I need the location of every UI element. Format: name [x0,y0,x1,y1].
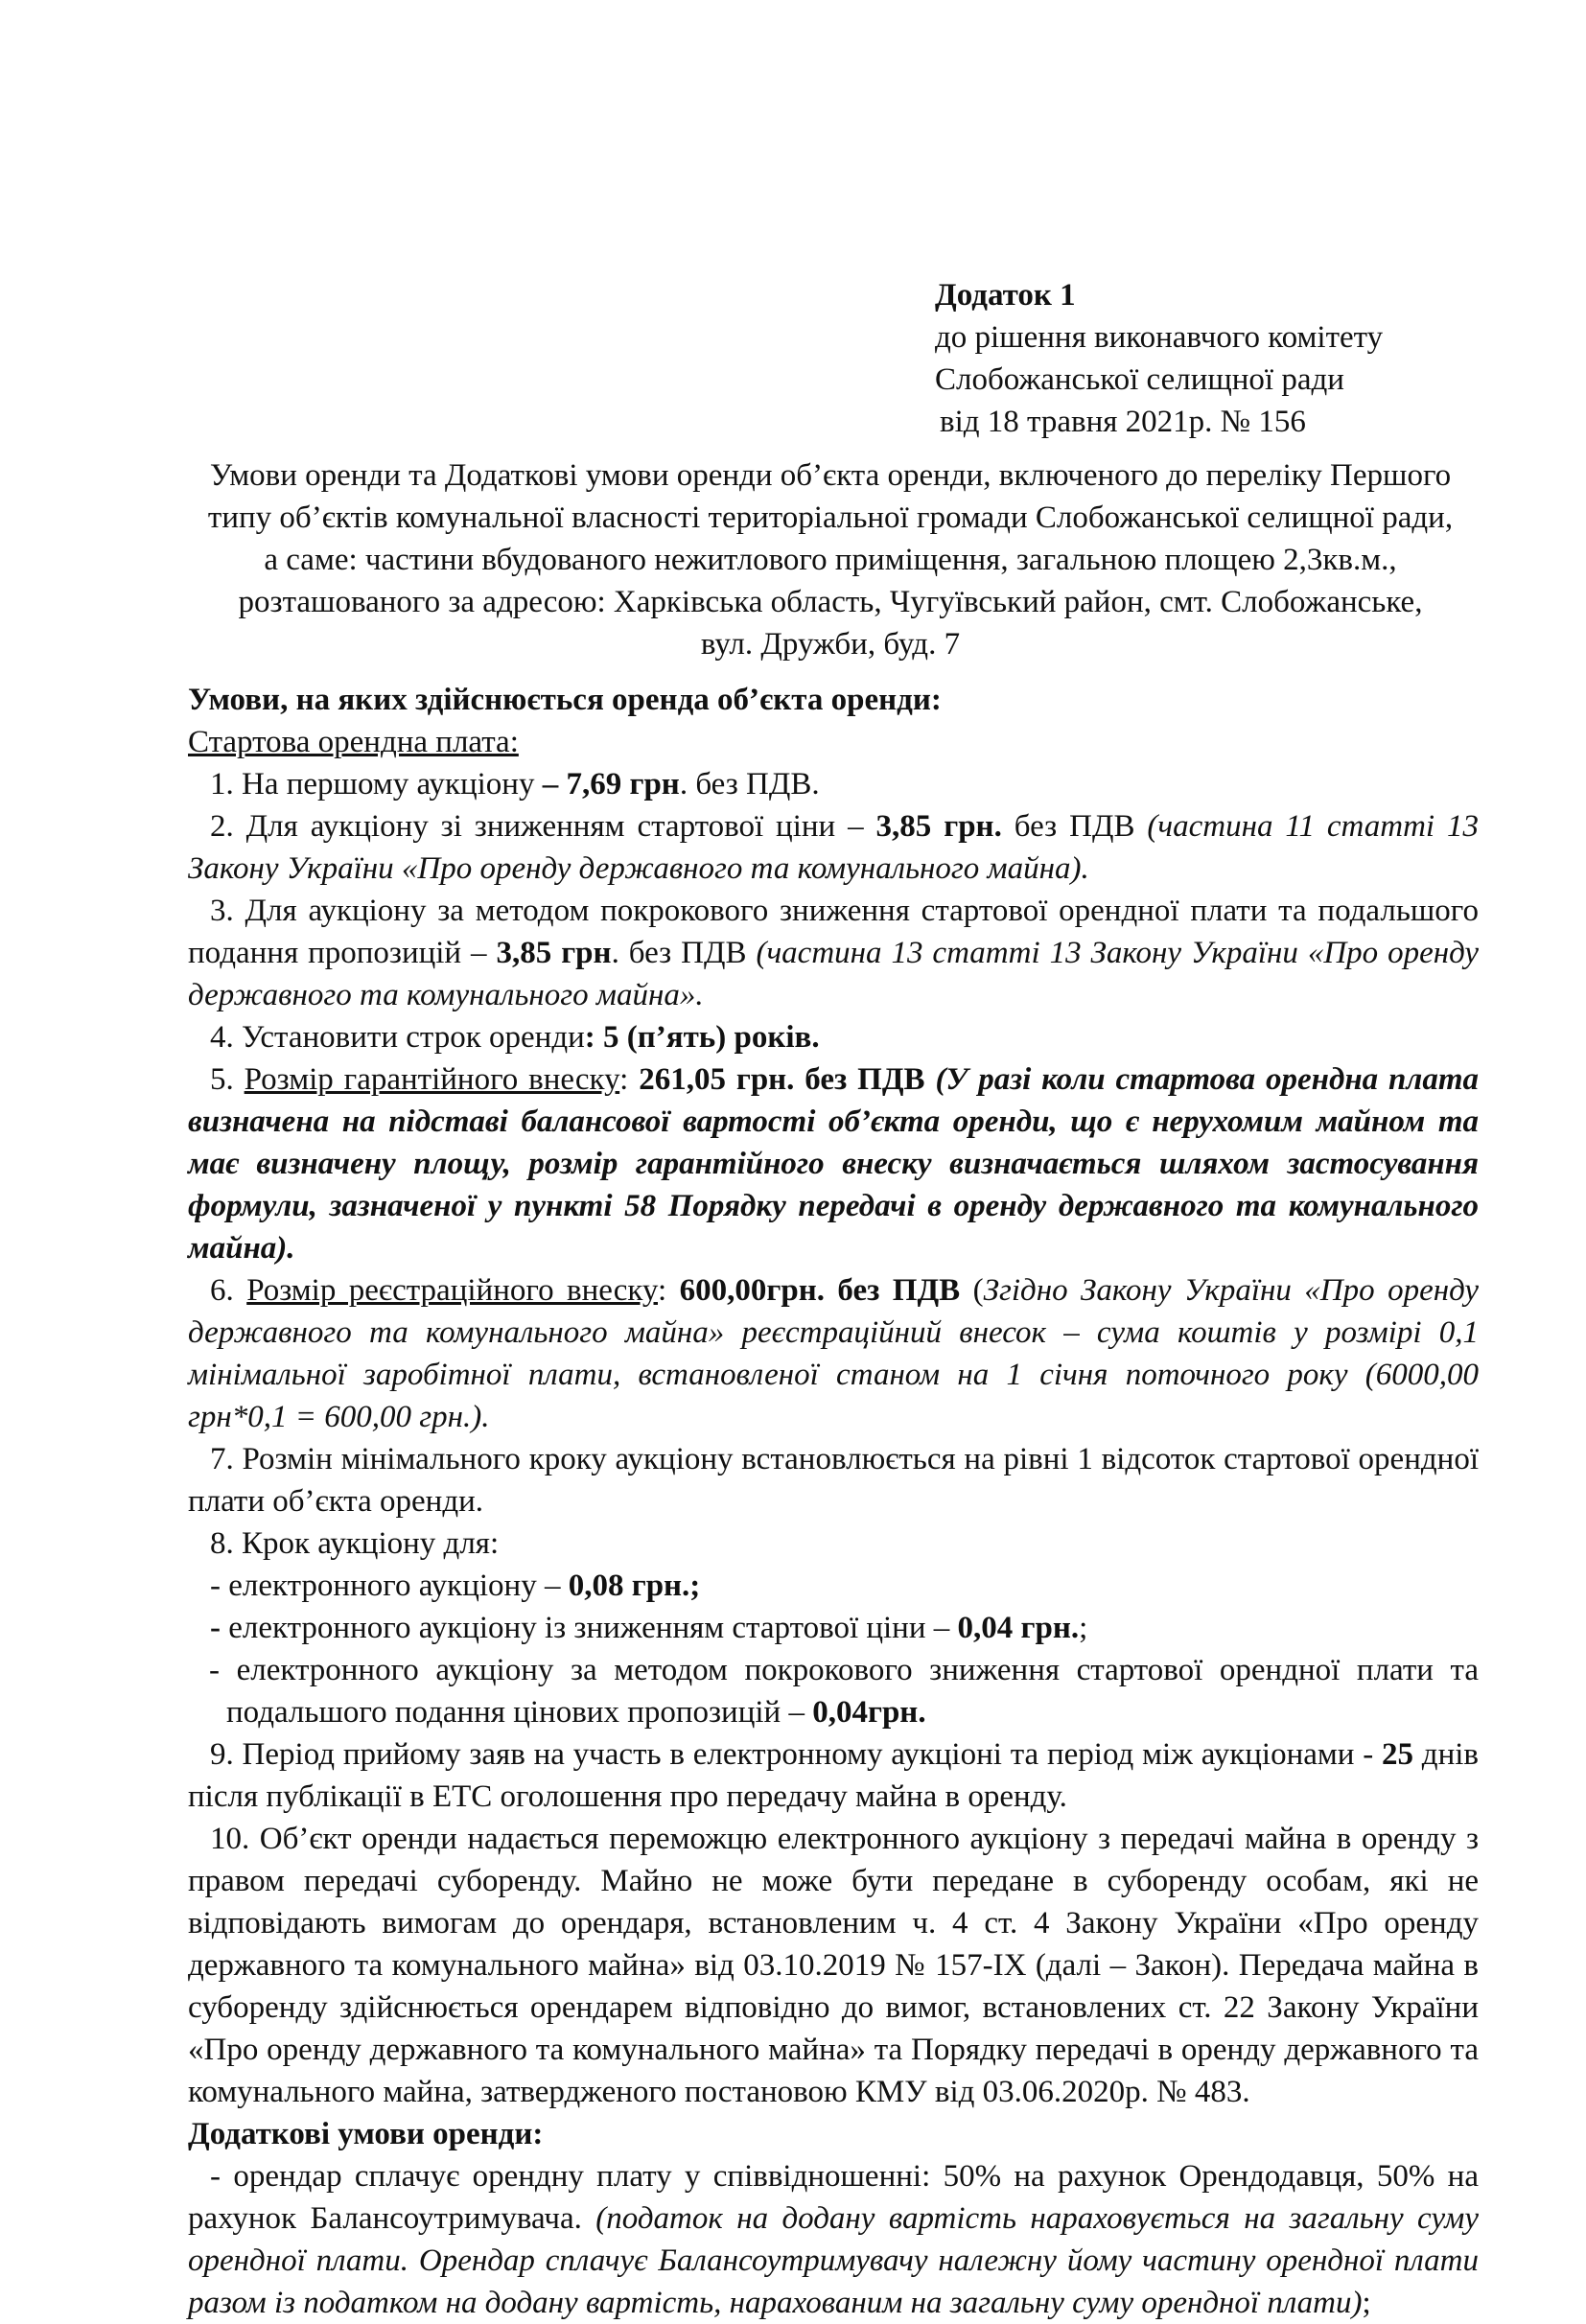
numbered-item [188,1058,1479,1269]
text-segment: . без ПДВ. [679,767,820,802]
section-heading-additional: Додаткові умови оренди: [188,2117,544,2151]
text-segment: 2. Для аукціону зі зниженням стартової ціни – [210,809,876,844]
text-segment: 4. Установити строк оренди [210,1020,585,1055]
text-segment: днів після публікації в ЕТС оголошення про передачу майна в оренду. [188,1737,1479,1814]
appendix-number: Додаток 1 [935,278,1076,313]
title-line: а саме: частини вбудованого нежитлового приміщення, загальною площею 2,3кв.м., [264,543,1397,577]
numbered-item [188,763,1479,805]
numbered-item [188,1818,1479,2113]
title-line: вул. Дружби, буд. 7 [700,627,961,662]
text-segment [925,1062,936,1097]
text-segment: 600,00грн. без ПДВ [679,1273,961,1308]
text-segment: 7. Розмін мінімального кроку аукціону встановлюється на рівні 1 відсоток стартової орендної плати об’єкта оренди. [188,1442,1479,1519]
document-title [182,454,1479,665]
auction-step-item [188,1607,1479,1649]
text-segment: 261,05 грн. без ПДВ [639,1062,925,1097]
auction-step-list [188,1565,1479,1733]
numbered-item [188,805,1479,890]
text-segment: ; [1362,2286,1371,2320]
text-segment: 8. Крок аукціону для: [210,1526,500,1561]
text-segment: ( [960,1273,984,1308]
text-segment: : 5 (п’ять) років. [584,1020,820,1055]
text-segment: електронного аукціону із зниженням стартової ціни – [221,1611,958,1645]
additional-condition-item [188,2155,1479,2324]
text-segment: 10. Об’єкт оренди надається переможцю електронного аукціону з передачі майна в оренду з правом передачі суборенду. Майно не може бути передане в суборенду особам, які не відповідають вимогам до орендаря, встановленим ч. 4 ст. 4 Закону України «Про оренду державного та комунального майна» від 03.10.2019 № 157-IX (далі – Закон). Передача майна в суборенду здійснюється орендарем відповідно до вимог, встановлених ст. 22 Закону України «Про оренду державного та комунального майна» та Порядку передачі в оренду державного та комунального майна, затвердженого постановою КМУ від 03.06.2020р. № 483. [188,1822,1479,2109]
numbered-item [188,1016,1479,1058]
title-line: Умови оренди та Додаткові умови оренди об’єкта оренди, включеного до переліку Першого [209,458,1452,493]
title-line: типу об’єктів комунальної власності територіальної громади Слобожанської селищної ради, [207,500,1454,535]
text-segment: 3. Для аукціону за методом покрокового зниження стартової орендної плати та подальшого подання пропозицій – [188,894,1479,970]
text-segment: Розмір гарантійного внеску [244,1062,620,1097]
document-body [188,679,1479,2324]
numbered-item [188,1269,1479,1438]
title-line: розташованого за адресою: Харківська область, Чугуївський район, смт. Слобожанське, [238,585,1423,619]
text-segment: - електронного аукціону – [210,1569,569,1603]
text-segment: 5. [210,1062,245,1097]
text-segment: без ПДВ [1001,809,1148,844]
text-segment: Згідно Закону України «Про оренду державного та комунального майна» реєстраційний внесок – сума коштів у розмірі 0,1 мінімальної заробітної плати, встановленої станом на 1 січня поточного року (6000,00 грн*0,1 = 600,00 грн.). [188,1273,1479,1434]
numbered-item [188,1438,1479,1522]
text-segment: 6. [210,1273,247,1308]
appendix-block [935,274,1434,443]
subheading-starting-rent: Стартова орендна плата: [188,725,519,759]
auction-step-item [188,1649,1479,1733]
text-segment: 0,04грн. [812,1695,926,1730]
text-segment: 3,85 грн. [875,809,1002,844]
numbered-item [188,1522,1479,1565]
text-segment: 25 [1382,1737,1413,1772]
text-segment: Розмір реєстраційного внеску [246,1273,658,1308]
text-segment: - [210,1611,221,1645]
numbered-items-continued [188,1733,1479,2113]
text-segment: 3,85 грн [496,936,612,970]
text-segment: ; [1079,1611,1088,1645]
auction-step-item [188,1565,1479,1607]
text-segment: 1. На першому аукціону [210,767,543,802]
text-segment: – 7,69 грн [542,767,680,802]
text-segment: 0,08 грн.; [568,1569,701,1603]
appendix-decision-line: до рішення виконавчого комітету [935,320,1384,355]
text-segment: . без ПДВ [611,936,757,970]
text-segment: : [658,1273,680,1308]
text-segment: : [619,1062,640,1097]
appendix-date-line: від 18 травня 2021р. № 156 [940,405,1306,439]
section-heading-conditions: Умови, на яких здійснюється оренда об’єкта оренди: [188,683,942,717]
text-segment: (частина 13 статті 13 Закону України «Про оренду державного та комунального майна». [188,936,1480,1012]
numbered-items [188,763,1479,1565]
text-segment: - електронного аукціону за методом покрокового зниження стартової орендної плати та подальшого подання цінових пропозицій – [209,1653,1479,1730]
text-segment: - орендар сплачує орендну плату у співвідношенні: 50% на рахунок Орендодавця, 50% на рахунок Балансоутримувача. [188,2159,1479,2236]
numbered-item [188,890,1479,1016]
appendix-council-line: Слобожанської селищної ради [935,362,1344,397]
text-segment: (У разі коли стартова орендна плата визначена на підставі балансової вартості об’єкта оренди, що є нерухомим майном та має визначену площу, розмір гарантійного внеску визначається шляхом застосування формули, зазначеної у пункті 58 Порядку передачі в оренду державного та комунального майна). [188,1062,1480,1266]
numbered-item [188,1733,1479,1818]
text-segment: (частина 11 статті 13 Закону України «Про оренду державного та комунального майна). [188,809,1479,886]
text-segment: 9. Період прийому заяв на участь в електронному аукціоні та період між аукціонами - [210,1737,1382,1772]
text-segment: (податок на додану вартість нараховується на загальну суму орендної плати. Орендар сплачує Балансоутримувачу належну йому частину орендної плати разом із податком на додану вартість, нарахованим на загальну суму орендної плати) [188,2201,1479,2320]
text-segment: 0,04 грн. [957,1611,1080,1645]
